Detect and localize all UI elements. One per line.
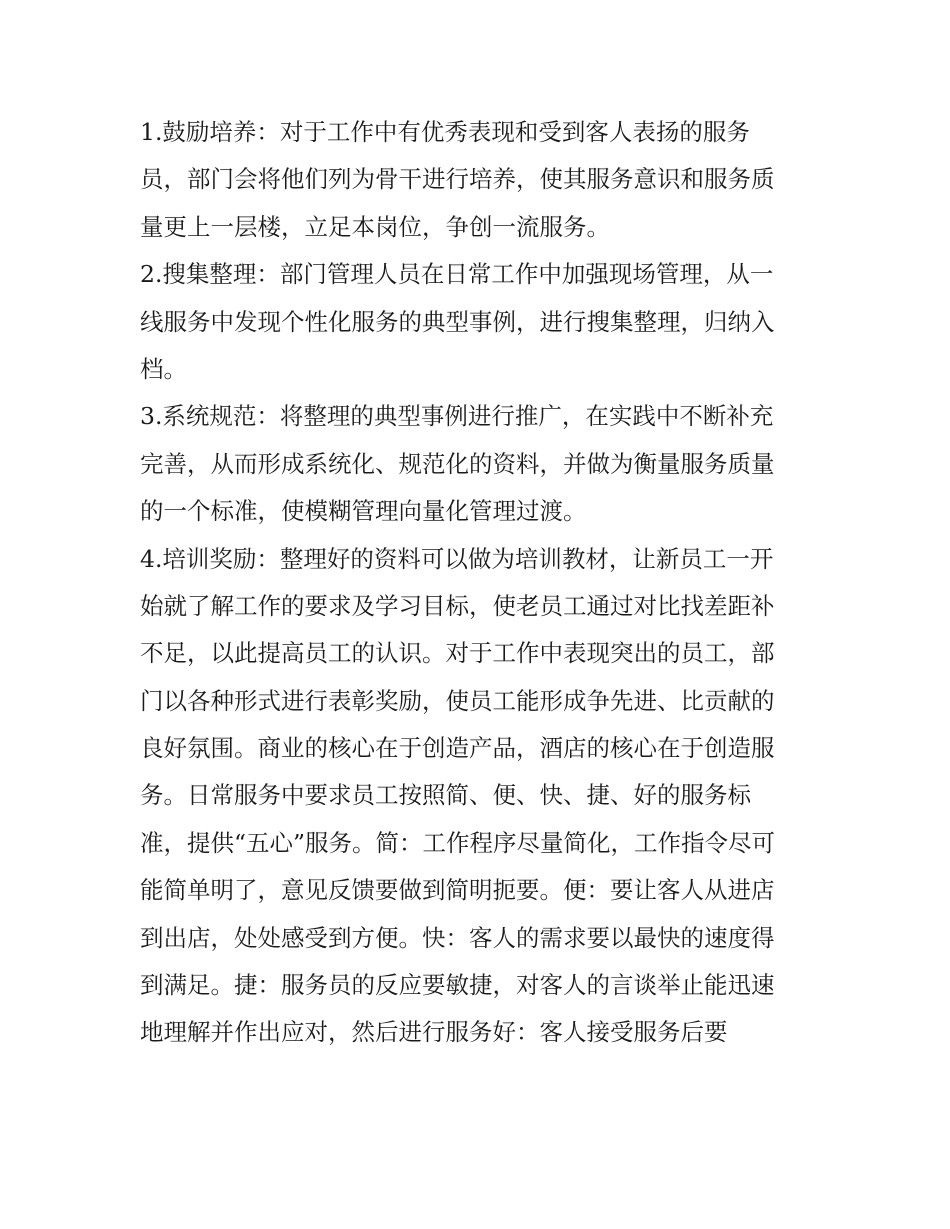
text-line: 到出店，处处感受到方便。快：客人的需求要以最快的速度得 [140, 923, 775, 952]
text-line: 员，部门会将他们列为骨干进行培养，使其服务意识和服务质 [140, 165, 775, 194]
text-line: 到满足。捷：服务员的反应要敏捷，对客人的言谈举止能迅速 [140, 971, 775, 1000]
text-line: 良好氛围。商业的核心在于创造产品，酒店的核心在于创造服 [140, 734, 775, 763]
text-line: 2.搜集整理：部门管理人员在日常工作中加强现场管理，从一 [140, 260, 774, 289]
text-line: 能简单明了，意见反馈要做到简明扼要。便：要让客人从进店 [140, 876, 775, 905]
text-line: 门以各种形式进行表彰奖励，使员工能形成争先进、比贡献的 [140, 686, 775, 715]
text-line: 线服务中发现个性化服务的典型事例，进行搜集整理，归纳入 [140, 307, 775, 336]
text-line: 始就了解工作的要求及学习目标，使老员工通过对比找差距补 [140, 591, 775, 620]
text-line: 地理解并作出应对，然后进行服务好：客人接受服务后要 [140, 1018, 728, 1047]
text-line: 完善，从而形成系统化、规范化的资料，并做为衡量服务质量 [140, 449, 775, 478]
text-line: 档。 [140, 354, 187, 383]
text-line: 务。日常服务中要求员工按照简、便、快、捷、好的服务标 [140, 781, 751, 810]
text-line: 不足，以此提高员工的认识。对于工作中表现突出的员工，部 [140, 639, 775, 668]
document-body [140, 109, 820, 1057]
text-line: 3.系统规范：将整理的典型事例进行推广，在实践中不断补充 [140, 402, 774, 431]
text-line: 量更上一层楼，立足本岗位，争创一流服务。 [140, 212, 610, 241]
text-line: 准，提供“五心”服务。简：工作程序尽量简化，工作指令尽可 [140, 828, 776, 857]
text-line: 1.鼓励培养：对于工作中有优秀表现和受到客人表扬的服务 [140, 118, 750, 146]
text-line: 的一个标准，使模糊管理向量化管理过渡。 [140, 497, 587, 526]
text-line: 4.培训奖励：整理好的资料可以做为培训教材，让新员工一开 [140, 544, 774, 573]
